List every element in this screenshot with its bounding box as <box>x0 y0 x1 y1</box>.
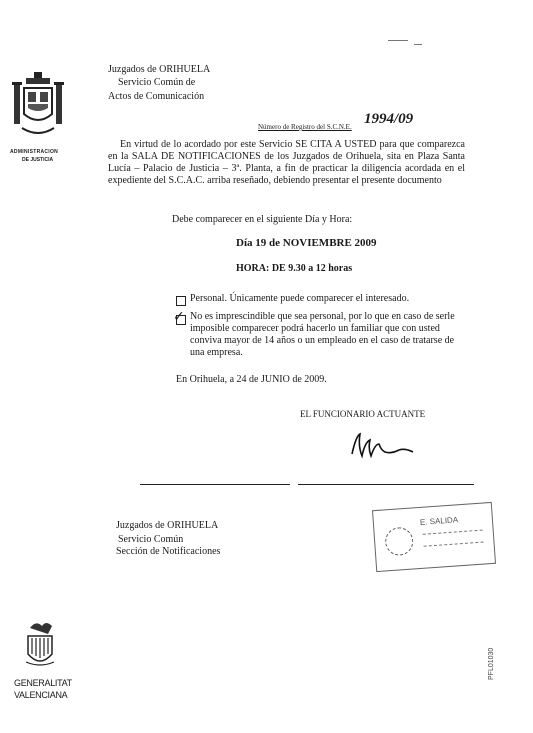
appointment-date: Día 19 de NOVIEMBRE 2009 <box>236 237 377 249</box>
registry-label: Número de Registro del S.C.N.E. <box>258 123 352 131</box>
footer-court: Juzgados de ORIHUELA <box>116 520 219 531</box>
header-service: Servicio Común de <box>118 77 196 88</box>
signature-line-left <box>140 484 290 485</box>
logo-line-1: ADMINISTRACION <box>10 149 59 155</box>
stamp-seal <box>384 526 414 556</box>
appear-label: Debe comparecer en el siguiente Día y Hora: <box>172 214 353 225</box>
exit-registry-stamp <box>372 502 496 572</box>
option-other: No es imprescindible que sea personal, por lo que en caso de serle imposible comparecer podrá hacerlo un familiar que con usted conviva mayor de 14 años o un empleado en el caso de tratarse de una empresa. <box>190 311 455 358</box>
generalitat-logo <box>22 618 58 672</box>
official-signature <box>348 428 418 462</box>
footer-section: Sección de Notificaciones <box>116 546 221 557</box>
stamp-text: E. SALIDA <box>419 515 459 527</box>
justice-coat-of-arms-logo <box>8 70 68 146</box>
logo-line-2: DE JUSTICIA <box>22 157 54 163</box>
header-acts: Actos de Comunicación <box>108 91 205 102</box>
appointment-time: HORA: DE 9.30 a 12 horas <box>236 263 353 274</box>
footer-service: Servicio Común <box>118 534 184 545</box>
generalitat-line-1: GENERALITAT <box>14 678 72 688</box>
signature-icon <box>348 428 418 462</box>
intro-paragraph: En virtud de lo acordado por este Servicio SE CITA A USTED para que comparezca en la SALA DE NOTIFICACIONES de los Juzgados de Orihuela, sita en Plaza Santa Lucía – Palacio de Justicia – 3ª. Planta, a fin de practicar la diligencia acordada en el expediente del S.C.A.C. arriba reseñado, debiendo presentar el presente documento <box>108 139 465 186</box>
generalitat-shield-icon <box>22 618 58 672</box>
registry-number: 1994/09 <box>364 111 414 127</box>
signature-line-right <box>298 484 474 485</box>
place-date: En Orihuela, a 24 de JUNIO de 2009. <box>176 374 327 385</box>
scan-mark <box>388 40 408 41</box>
side-form-code: PFL01030 <box>488 647 495 680</box>
option-personal: Personal. Únicamente puede comparecer el interesado. <box>190 293 410 304</box>
coat-of-arms-icon <box>8 70 68 146</box>
generalitat-line-2: VALENCIANA <box>14 690 68 700</box>
personal-checkbox[interactable] <box>176 296 186 306</box>
check-mark-icon: ✓ <box>173 309 185 325</box>
official-title: EL FUNCIONARIO ACTUANTE <box>300 409 426 419</box>
header-court: Juzgados de ORIHUELA <box>108 64 211 75</box>
scan-mark <box>414 44 422 45</box>
